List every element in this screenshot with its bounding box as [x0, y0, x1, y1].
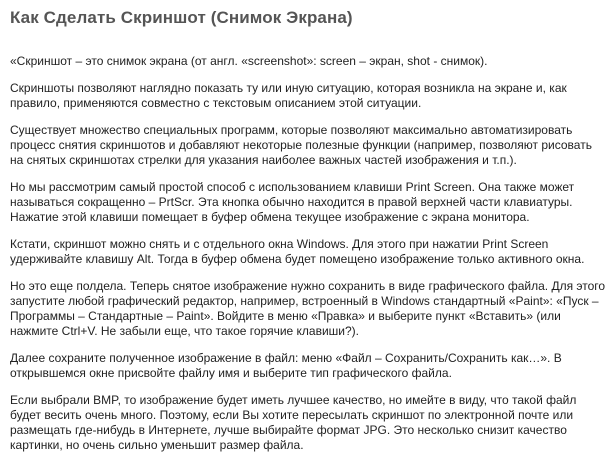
paragraph-paint: Но это еще полдела. Теперь снятое изображение нужно сохранить в виде графического файла. Для этого запустите любой графический редактор, например, встроенный в Windows стандартный «Paint»: «Пуск – Программы – Стандартные – Paint». Войдите в меню «Правка» и выберите пункт «Вставить» (или нажмите Ctrl+V. Не забыли еще, что такое горячие клавиши?). — [10, 279, 606, 338]
paragraph-alt-window: Кстати, скриншот можно снять и с отдельного окна Windows. Для этого при нажатии Print Screen удерживайте клавишу Alt. Тогда в буфер обмена будет помещено изображение только активного окна. — [10, 237, 585, 266]
paragraph-save: Далее сохраните полученное изображение в файл: меню «Файл – Сохранить/Сохранить как…». В открывшемся окне присвойте файлу имя и выберите тип графического файла. — [10, 351, 562, 380]
paragraph-programs: Существует множество специальных программ, которые позволяют максимально автоматизировать процесс снятия скриншотов и добавляют некоторые полезные функции (например, позволяют рисовать на снятых скриншотах стрелки для указания наиболее важных частей изображения и т.п.). — [10, 123, 592, 167]
paragraph-format: Если выбрали BMP, то изображение будет иметь лучшее качество, но имейте в виду, что такой файл будет весить очень много. Поэтому, если Вы хотите пересылать скриншот по электронной почте или размещать где-нибудь в Интернете, лучше выбирайте формат JPG. Это несколько снизит качество картинки, но очень сильно уменьшит размер файла. — [10, 393, 577, 452]
article-title: Как Сделать Скриншот (Снимок Экрана) — [10, 8, 353, 27]
paragraph-print-screen: Но мы рассмотрим самый простой способ с использованием клавиши Print Screen. Она также может называться сокращенно – PrtScr. Эта кнопка обычно находится в правой верхней части клавиатуры. Нажатие этой клавиши помещает в буфер обмена текущее изображение с экрана монитора. — [10, 180, 575, 224]
paragraph-definition: «Скриншот – это снимок экрана (от англ. «screenshot»: screen – экран, shot - снимок). — [10, 54, 488, 68]
paragraph-purpose: Скриншоты позволяют наглядно показать ту или иную ситуацию, которая возникла на экране и, как правило, применяются совместно с текстовым описанием этой ситуации. — [10, 81, 567, 110]
